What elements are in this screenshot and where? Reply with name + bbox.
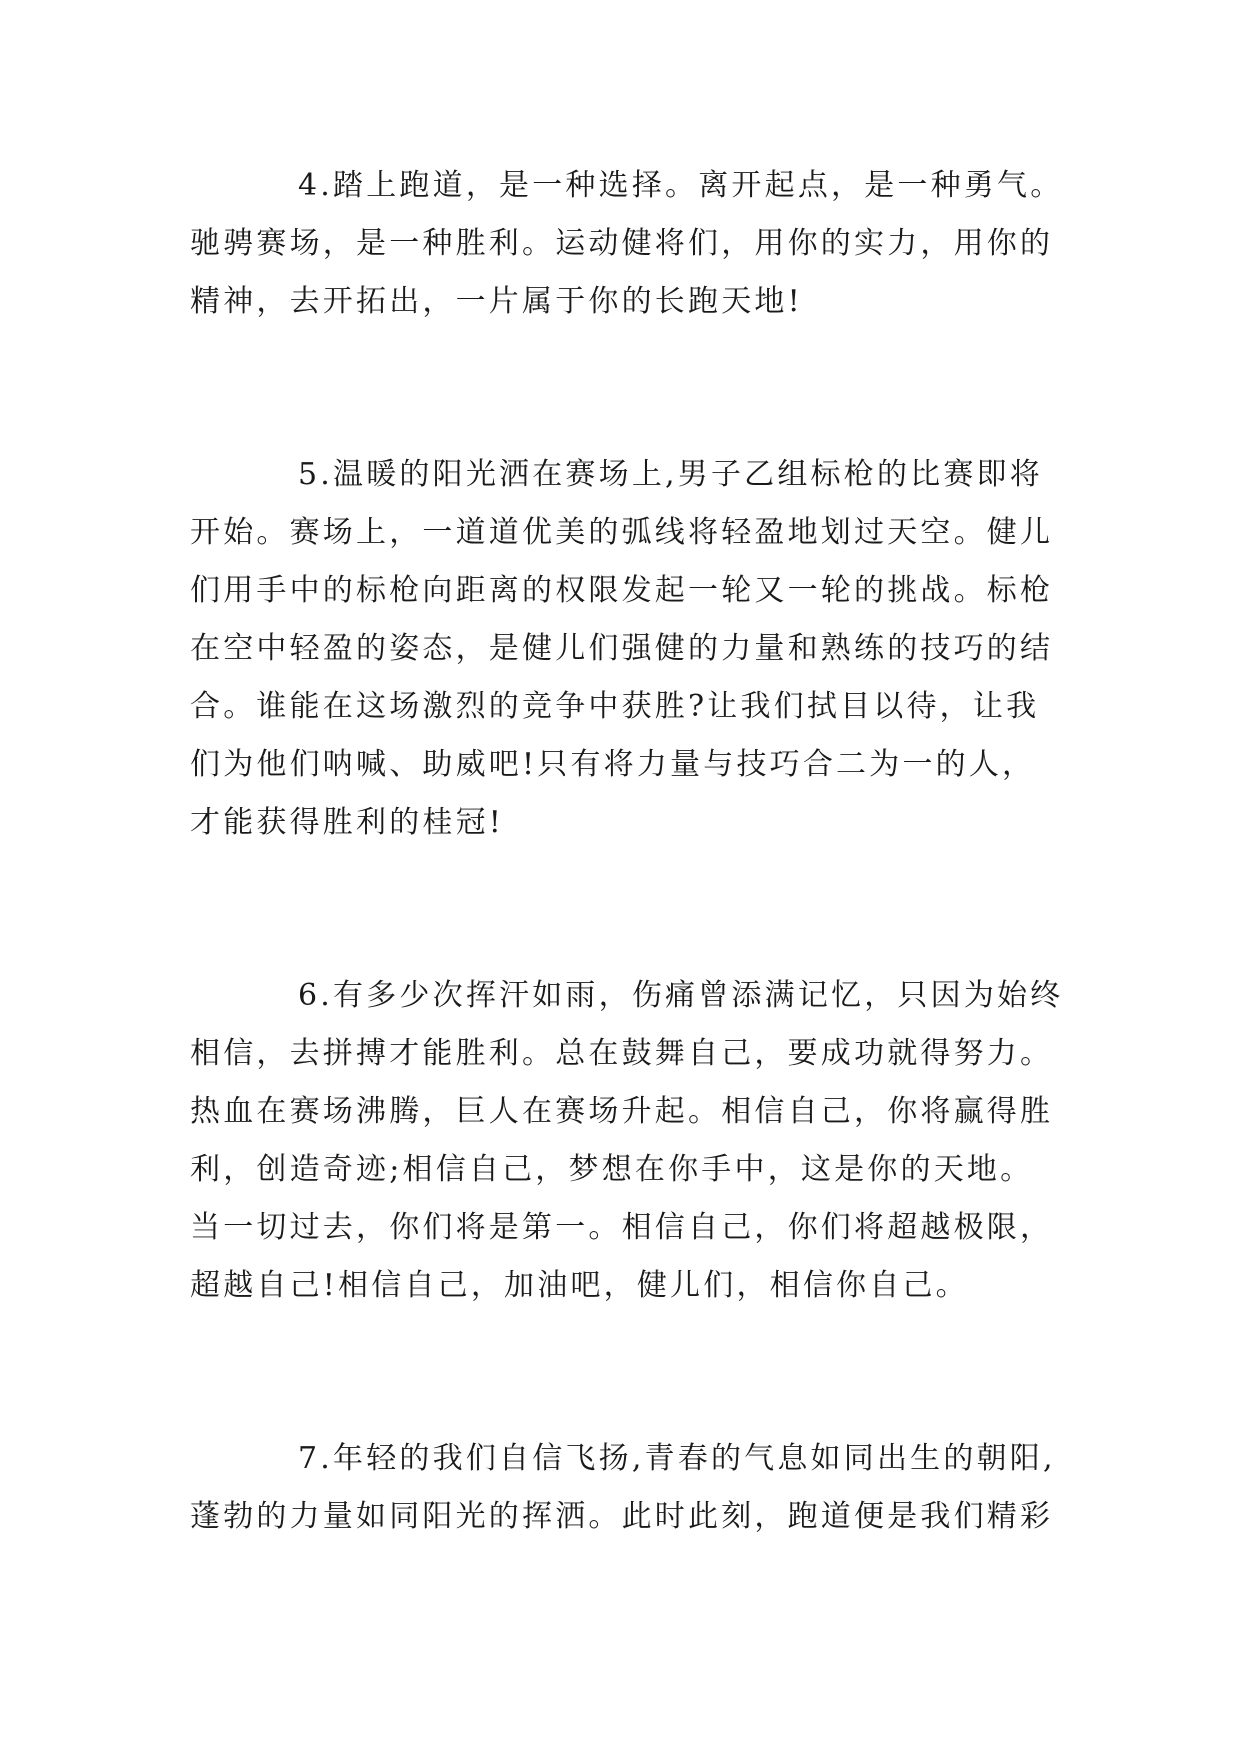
text-line: 7.年轻的我们自信飞扬,青春的气息如同出生的朝阳, (298, 1441, 1056, 1476)
text-line: 热血在赛场沸腾，巨人在赛场升起。相信自己，你将赢得胜 (190, 1094, 1054, 1129)
text-line: 当一切过去，你们将是第一。相信自己，你们将超越极限， (190, 1210, 1054, 1245)
text-line: 开始。赛场上，一道道优美的弧线将轻盈地划过天空。健儿 (190, 515, 1054, 550)
text-line: 5.温暖的阳光洒在赛场上,男子乙组标枪的比赛即将 (298, 457, 1043, 492)
text-line: 相信，去拼搏才能胜利。总在鼓舞自己，要成功就得努力。 (190, 1036, 1054, 1071)
text-line: 合。谁能在这场激烈的竞争中获胜?让我们拭目以待，让我 (190, 689, 1040, 724)
paragraph-5 (190, 446, 1070, 852)
paragraph-6 (190, 967, 1070, 1315)
text-line: 们为他们呐喊、助威吧!只有将力量与技巧合二为一的人， (190, 747, 1036, 782)
text-line: 驰骋赛场，是一种胜利。运动健将们，用你的实力，用你的 (190, 226, 1054, 261)
text-line: 利，创造奇迹;相信自己，梦想在你手中，这是你的天地。 (190, 1152, 1034, 1187)
text-line: 超越自己!相信自己，加油吧，健儿们，相信你自己。 (190, 1268, 969, 1303)
text-line: 4.踏上跑道，是一种选择。离开起点，是一种勇气。 (298, 168, 1064, 203)
text-line: 6.有多少次挥汗如雨，伤痛曾添满记忆，只因为始终 (298, 978, 1064, 1013)
text-line: 蓬勃的力量如同阳光的挥洒。此时此刻，跑道便是我们精彩 (190, 1499, 1054, 1534)
text-line: 们用手中的标枪向距离的权限发起一轮又一轮的挑战。标枪 (190, 573, 1054, 608)
text-line: 才能获得胜利的桂冠! (190, 805, 505, 840)
text-line: 精神，去开拓出，一片属于你的长跑天地! (190, 284, 803, 319)
text-line: 在空中轻盈的姿态，是健儿们强健的力量和熟练的技巧的结 (190, 631, 1054, 666)
paragraph-7 (190, 1430, 1070, 1546)
paragraph-4 (190, 157, 1070, 331)
